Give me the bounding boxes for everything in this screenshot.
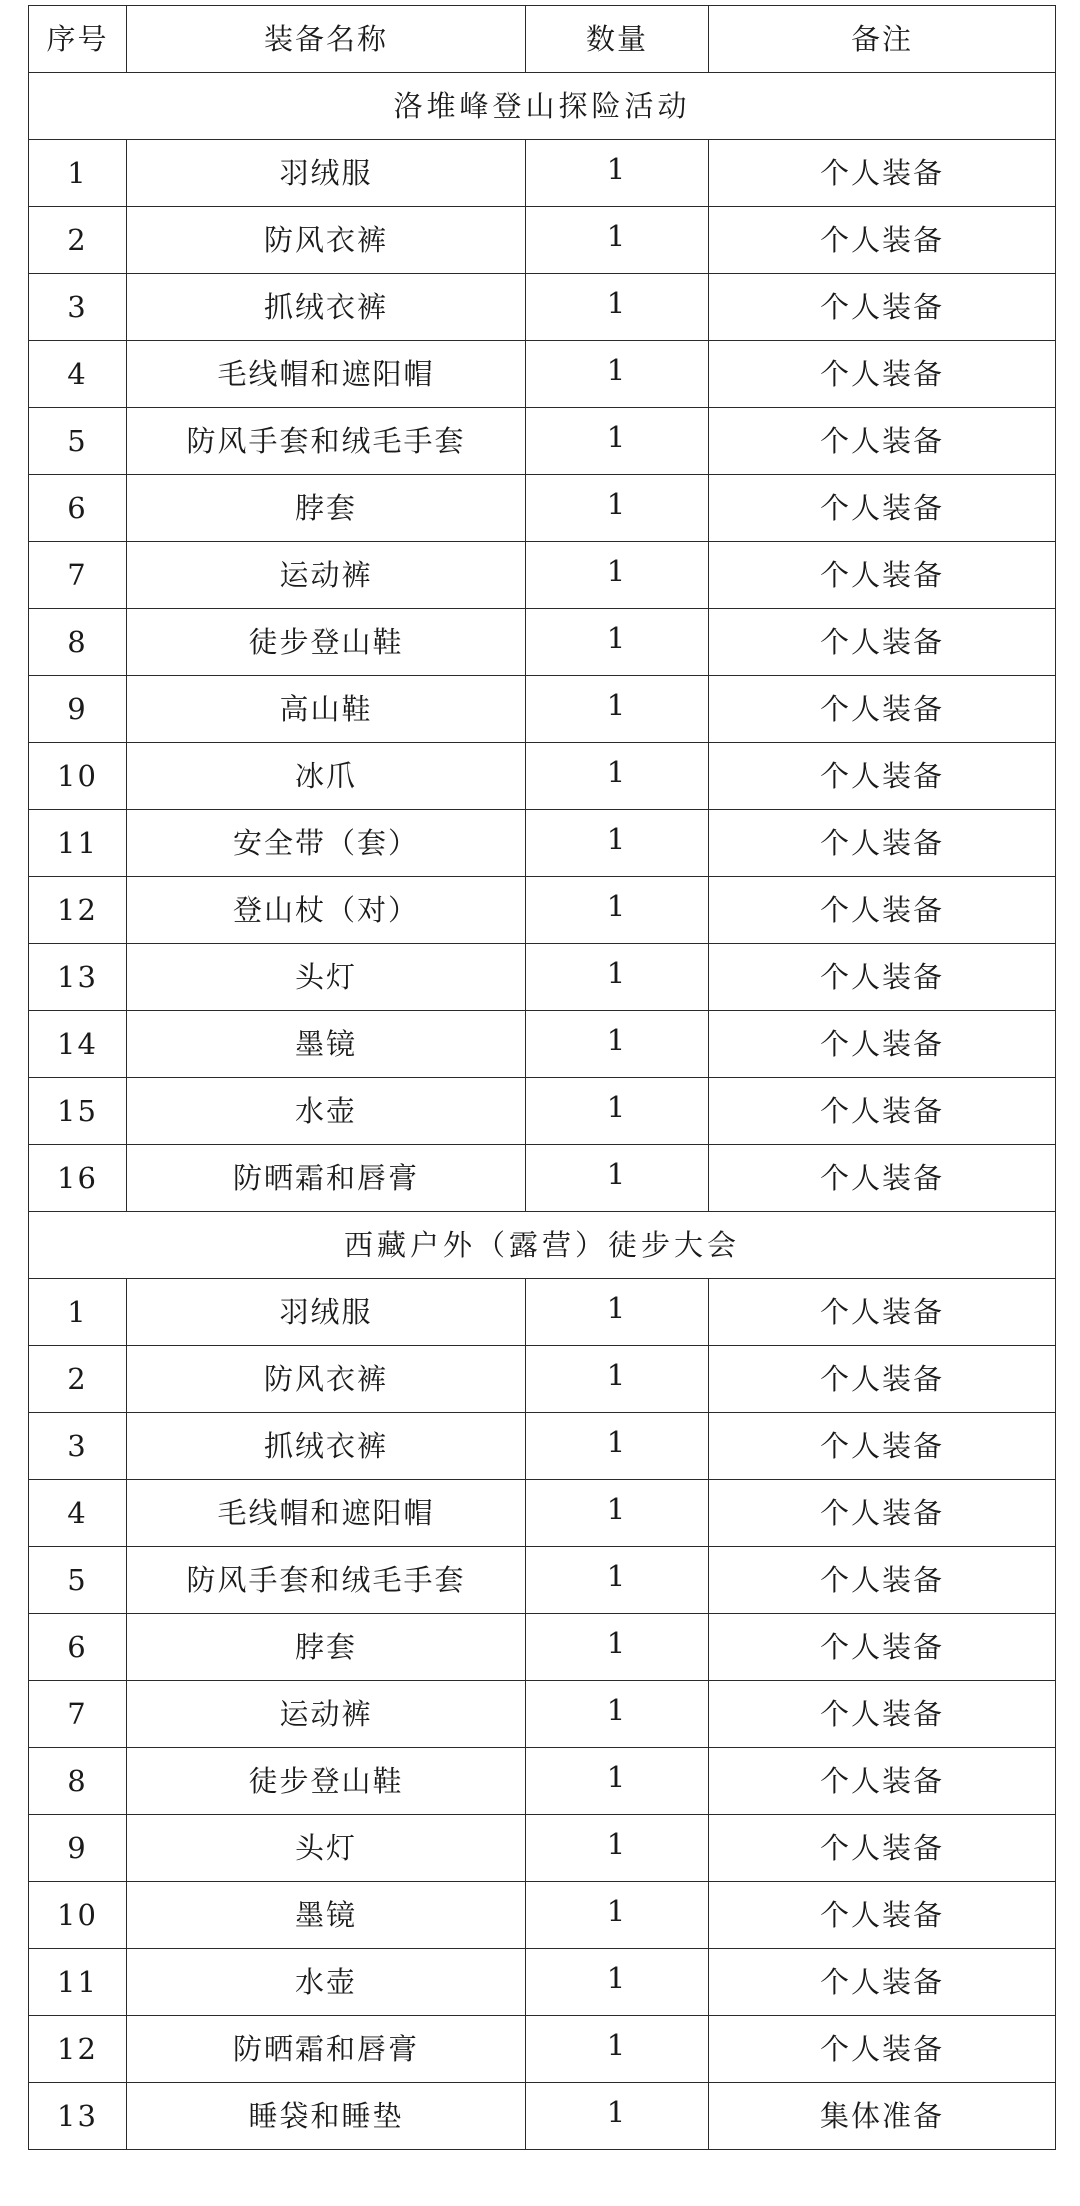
quantity-value: 1 <box>606 1893 628 1928</box>
cell-index: 11 <box>29 1949 127 2016</box>
cell-index: 7 <box>29 542 127 609</box>
cell-index: 1 <box>29 1279 127 1346</box>
equipment-table <box>28 5 1056 2150</box>
quantity-value: 1 <box>606 486 628 521</box>
cell-note: 个人装备 <box>709 1547 1056 1614</box>
cell-quantity <box>526 341 709 408</box>
quantity-value: 1 <box>606 821 628 856</box>
cell-quantity <box>526 676 709 743</box>
table-row <box>29 408 1056 475</box>
quantity-value: 1 <box>606 419 628 454</box>
table-row <box>29 2083 1056 2150</box>
cell-quantity <box>526 475 709 542</box>
quantity-value: 1 <box>606 1022 628 1057</box>
cell-name: 脖套 <box>127 1614 526 1681</box>
table-row <box>29 1949 1056 2016</box>
cell-note: 个人装备 <box>709 609 1056 676</box>
cell-index: 6 <box>29 1614 127 1681</box>
quantity-value: 1 <box>606 218 628 253</box>
cell-quantity <box>526 944 709 1011</box>
table-row <box>29 609 1056 676</box>
quantity-value: 1 <box>606 1960 628 1995</box>
table-row <box>29 1614 1056 1681</box>
cell-index: 14 <box>29 1011 127 1078</box>
cell-index: 3 <box>29 274 127 341</box>
cell-quantity <box>526 810 709 877</box>
cell-name: 毛线帽和遮阳帽 <box>127 1480 526 1547</box>
cell-quantity <box>526 1748 709 1815</box>
cell-name: 水壶 <box>127 1949 526 2016</box>
cell-index: 6 <box>29 475 127 542</box>
cell-quantity <box>526 2083 709 2150</box>
cell-name: 脖套 <box>127 475 526 542</box>
cell-note: 个人装备 <box>709 341 1056 408</box>
quantity-value: 1 <box>606 1625 628 1660</box>
cell-quantity <box>526 1011 709 1078</box>
quantity-value: 1 <box>606 285 628 320</box>
quantity-value: 1 <box>606 754 628 789</box>
cell-index: 12 <box>29 2016 127 2083</box>
cell-quantity <box>526 609 709 676</box>
cell-note: 个人装备 <box>709 1748 1056 1815</box>
cell-quantity <box>526 1882 709 1949</box>
cell-index: 7 <box>29 1681 127 1748</box>
cell-name: 睡袋和睡垫 <box>127 2083 526 2150</box>
quantity-value: 1 <box>606 620 628 655</box>
cell-note: 个人装备 <box>709 207 1056 274</box>
cell-index: 10 <box>29 743 127 810</box>
quantity-value: 1 <box>606 888 628 923</box>
cell-name: 运动裤 <box>127 542 526 609</box>
cell-quantity <box>526 1949 709 2016</box>
quantity-value: 1 <box>606 1156 628 1191</box>
quantity-value: 1 <box>606 687 628 722</box>
cell-name: 羽绒服 <box>127 1279 526 1346</box>
table-row <box>29 1882 1056 1949</box>
cell-quantity <box>526 1681 709 1748</box>
quantity-value: 1 <box>606 1692 628 1727</box>
cell-name: 高山鞋 <box>127 676 526 743</box>
cell-note: 个人装备 <box>709 1346 1056 1413</box>
cell-quantity <box>526 2016 709 2083</box>
section-row <box>29 1212 1056 1279</box>
cell-quantity <box>526 1815 709 1882</box>
cell-note: 个人装备 <box>709 1882 1056 1949</box>
quantity-value: 1 <box>606 1357 628 1392</box>
cell-index: 13 <box>29 944 127 1011</box>
cell-name: 抓绒衣裤 <box>127 274 526 341</box>
cell-name: 防晒霜和唇膏 <box>127 2016 526 2083</box>
cell-note: 个人装备 <box>709 877 1056 944</box>
cell-index: 15 <box>29 1078 127 1145</box>
cell-note: 个人装备 <box>709 1279 1056 1346</box>
quantity-value: 1 <box>606 955 628 990</box>
cell-note: 个人装备 <box>709 274 1056 341</box>
cell-name: 防风手套和绒毛手套 <box>127 1547 526 1614</box>
table-row <box>29 2016 1056 2083</box>
quantity-value: 1 <box>606 352 628 387</box>
quantity-value: 1 <box>606 1089 628 1124</box>
table-row <box>29 1413 1056 1480</box>
cell-note: 个人装备 <box>709 1815 1056 1882</box>
cell-quantity <box>526 1413 709 1480</box>
cell-index: 1 <box>29 140 127 207</box>
cell-index: 4 <box>29 1480 127 1547</box>
header-name: 装备名称 <box>127 6 526 73</box>
cell-note: 个人装备 <box>709 1413 1056 1480</box>
cell-name: 头灯 <box>127 944 526 1011</box>
section-row <box>29 73 1056 140</box>
table-row <box>29 207 1056 274</box>
cell-name: 防晒霜和唇膏 <box>127 1145 526 1212</box>
quantity-value: 1 <box>606 2094 628 2129</box>
cell-index: 9 <box>29 1815 127 1882</box>
cell-quantity <box>526 1145 709 1212</box>
quantity-value: 1 <box>606 1424 628 1459</box>
cell-index: 16 <box>29 1145 127 1212</box>
cell-note: 个人装备 <box>709 408 1056 475</box>
cell-quantity <box>526 1480 709 1547</box>
table-row <box>29 1279 1056 1346</box>
cell-name: 防风衣裤 <box>127 207 526 274</box>
cell-name: 运动裤 <box>127 1681 526 1748</box>
cell-name: 墨镜 <box>127 1011 526 1078</box>
cell-name: 抓绒衣裤 <box>127 1413 526 1480</box>
cell-index: 5 <box>29 1547 127 1614</box>
cell-note: 个人装备 <box>709 1614 1056 1681</box>
cell-quantity <box>526 877 709 944</box>
cell-name: 防风手套和绒毛手套 <box>127 408 526 475</box>
header-index: 序号 <box>29 6 127 73</box>
cell-quantity <box>526 1614 709 1681</box>
header-row <box>29 6 1056 73</box>
quantity-value: 1 <box>606 1826 628 1861</box>
quantity-value: 1 <box>606 151 628 186</box>
table-row <box>29 1547 1056 1614</box>
cell-name: 头灯 <box>127 1815 526 1882</box>
cell-quantity <box>526 207 709 274</box>
cell-index: 8 <box>29 1748 127 1815</box>
table-row <box>29 1815 1056 1882</box>
cell-quantity <box>526 1078 709 1145</box>
table-row <box>29 1480 1056 1547</box>
cell-quantity <box>526 140 709 207</box>
cell-quantity <box>526 542 709 609</box>
quantity-value: 1 <box>606 1558 628 1593</box>
header-note: 备注 <box>709 6 1056 73</box>
cell-note: 个人装备 <box>709 140 1056 207</box>
cell-note: 个人装备 <box>709 542 1056 609</box>
cell-name: 徒步登山鞋 <box>127 609 526 676</box>
table-row <box>29 1011 1056 1078</box>
table-row <box>29 475 1056 542</box>
cell-note: 个人装备 <box>709 944 1056 1011</box>
cell-note: 个人装备 <box>709 1480 1056 1547</box>
cell-quantity <box>526 408 709 475</box>
table-row <box>29 1748 1056 1815</box>
cell-name: 墨镜 <box>127 1882 526 1949</box>
cell-index: 13 <box>29 2083 127 2150</box>
cell-index: 4 <box>29 341 127 408</box>
cell-note: 个人装备 <box>709 475 1056 542</box>
section-title: 洛堆峰登山探险活动 <box>29 73 1056 140</box>
cell-name: 徒步登山鞋 <box>127 1748 526 1815</box>
table-row <box>29 1145 1056 1212</box>
cell-note: 个人装备 <box>709 743 1056 810</box>
cell-name: 水壶 <box>127 1078 526 1145</box>
table-row <box>29 810 1056 877</box>
table-row <box>29 542 1056 609</box>
quantity-value: 1 <box>606 2027 628 2062</box>
cell-quantity <box>526 743 709 810</box>
table-row <box>29 274 1056 341</box>
cell-quantity <box>526 1547 709 1614</box>
cell-note: 个人装备 <box>709 1949 1056 2016</box>
table-row <box>29 743 1056 810</box>
cell-note: 个人装备 <box>709 810 1056 877</box>
table-body <box>29 73 1056 2150</box>
quantity-value: 1 <box>606 1759 628 1794</box>
quantity-value: 1 <box>606 553 628 588</box>
cell-name: 安全带（套） <box>127 810 526 877</box>
table-row <box>29 676 1056 743</box>
table-row <box>29 877 1056 944</box>
table-row <box>29 944 1056 1011</box>
cell-note: 个人装备 <box>709 1078 1056 1145</box>
cell-quantity <box>526 1346 709 1413</box>
table-row <box>29 341 1056 408</box>
cell-name: 羽绒服 <box>127 140 526 207</box>
cell-note: 集体准备 <box>709 2083 1056 2150</box>
header-quantity: 数量 <box>526 6 709 73</box>
table-row <box>29 140 1056 207</box>
cell-index: 10 <box>29 1882 127 1949</box>
cell-name: 毛线帽和遮阳帽 <box>127 341 526 408</box>
cell-note: 个人装备 <box>709 2016 1056 2083</box>
table-header <box>29 6 1056 73</box>
cell-index: 2 <box>29 207 127 274</box>
table-row <box>29 1681 1056 1748</box>
cell-name: 冰爪 <box>127 743 526 810</box>
cell-index: 9 <box>29 676 127 743</box>
cell-name: 登山杖（对） <box>127 877 526 944</box>
cell-note: 个人装备 <box>709 1011 1056 1078</box>
quantity-value: 1 <box>606 1290 628 1325</box>
cell-quantity <box>526 274 709 341</box>
cell-note: 个人装备 <box>709 676 1056 743</box>
cell-index: 2 <box>29 1346 127 1413</box>
cell-name: 防风衣裤 <box>127 1346 526 1413</box>
cell-index: 12 <box>29 877 127 944</box>
table-row <box>29 1078 1056 1145</box>
section-title: 西藏户外（露营）徒步大会 <box>29 1212 1056 1279</box>
cell-index: 8 <box>29 609 127 676</box>
cell-index: 5 <box>29 408 127 475</box>
table-row <box>29 1346 1056 1413</box>
cell-index: 11 <box>29 810 127 877</box>
cell-note: 个人装备 <box>709 1681 1056 1748</box>
cell-quantity <box>526 1279 709 1346</box>
cell-index: 3 <box>29 1413 127 1480</box>
cell-note: 个人装备 <box>709 1145 1056 1212</box>
quantity-value: 1 <box>606 1491 628 1526</box>
